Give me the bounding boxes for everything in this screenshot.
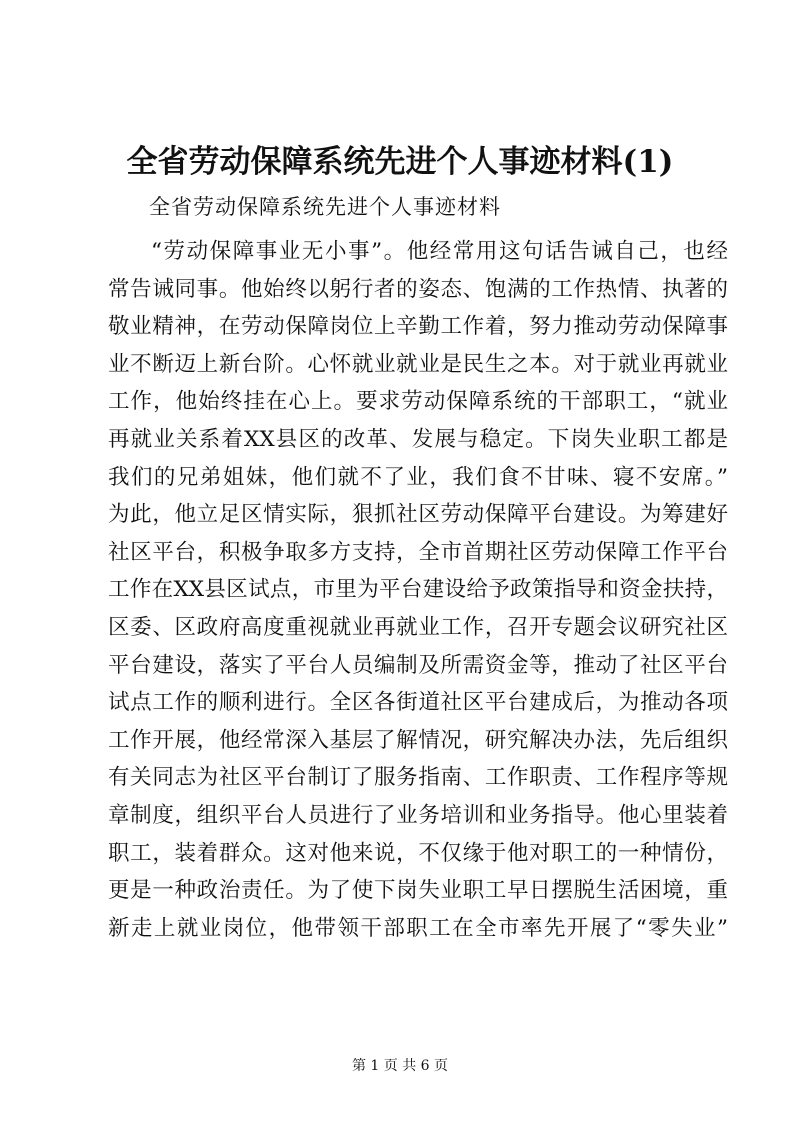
body-text-line: 平台建设，落实了平台人员编制及所需资金等，推动了社区平台 [108,652,728,678]
body-text-line: 常告诫同事。他始终以躬行者的姿态、饱满的工作热情、执著的 [108,276,728,302]
body-text-line: 试点工作的顺利进行。全区各街道社区平台建成后，为推动各项 [108,690,728,716]
body-text-line: 业不断迈上新台阶。心怀就业就业是民生之本。对于就业再就业 [108,351,728,377]
document-body [108,233,728,947]
body-text-line: 有关同志为社区平台制订了服务指南、工作职责、工作程序等规 [108,765,728,791]
body-text-line: 区委、区政府高度重视就业再就业工作，召开专题会议研究社区 [108,614,728,640]
body-text-line: 更是一种政治责任。为了使下岗失业职工早日摆脱生活困境，重 [108,878,728,904]
body-text-line: 为此，他立足区情实际，狠抓社区劳动保障平台建设。为筹建好 [108,502,728,528]
body-text-line: 新走上就业岗位，他带领干部职工在全市率先开展了“零失业” [108,915,728,941]
page-number-footer: 第 1 页 共 6 页 [351,1058,449,1074]
body-text-line: 职工，装着群众。这对他来说，不仅缘于他对职工的一种情份， [108,840,728,866]
body-text-line: “劳动保障事业无小事”。他经常用这句话告诫自己，也经 [151,239,728,264]
body-text-line: 社区平台，积极争取多方支持，全市首期社区劳动保障工作平台 [108,539,728,565]
body-text-line: 敬业精神，在劳动保障岗位上辛勤工作着，努力推动劳动保障事 [108,314,728,340]
body-text-line: 工作在XX县区试点，市里为平台建设给予政策指导和资金扶持， [108,577,728,603]
document-title: 全省劳动保障系统先进个人事迹材料(1) [126,144,674,180]
document-subtitle: 全省劳动保障系统先进个人事迹材料 [149,195,501,219]
body-text-line: 再就业关系着XX县区的改革、发展与稳定。下岗失业职工都是 [108,426,728,452]
body-text-line: 章制度，组织平台人员进行了业务培训和业务指导。他心里装着 [108,802,728,828]
body-text-line: 工作开展，他经常深入基层了解情况，研究解决办法，先后组织 [108,727,728,753]
body-text-line: 我们的兄弟姐妹，他们就不了业，我们食不甘味、寝不安席。” [108,464,728,490]
body-text-line: 工作，他始终挂在心上。要求劳动保障系统的干部职工，“就业 [108,389,728,415]
